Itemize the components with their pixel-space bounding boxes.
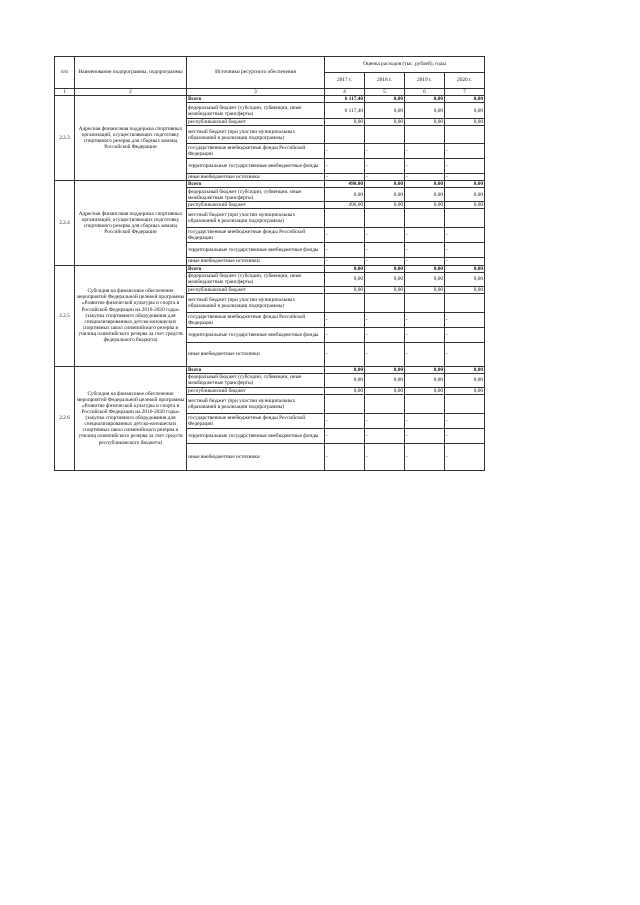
amount-cell: - <box>325 228 365 243</box>
amount-cell: - <box>445 312 485 327</box>
amount-cell <box>445 209 485 228</box>
amount-cell: 0,00 <box>405 119 445 126</box>
funding-source: федеральный бюджет (субсидии, субвенции, иные межбюджетные трансферты) <box>187 188 325 202</box>
amount-cell: 6 117,40 <box>325 96 365 103</box>
amount-cell: 0,00 <box>405 188 445 202</box>
budget-table <box>54 56 485 471</box>
amount-cell: - <box>445 174 485 181</box>
amount-cell: - <box>365 228 405 243</box>
amount-cell <box>405 293 445 312</box>
col-number: 6 <box>405 89 445 96</box>
header-year: 2020 г. <box>445 73 485 89</box>
amount-cell: - <box>405 228 445 243</box>
amount-cell: 0,00 <box>445 272 485 286</box>
amount-cell: - <box>445 342 485 366</box>
funding-source: территориальные государственные внебюджетные фонды <box>187 159 325 174</box>
funding-source: территориальные государственные внебюджетные фонды <box>187 243 325 258</box>
amount-cell: - <box>405 342 445 366</box>
amount-cell: - <box>445 258 485 265</box>
amount-cell: 0,00 <box>445 103 485 119</box>
amount-cell: 0,00 <box>365 286 405 293</box>
funding-source: местный бюджет (при участии муниципальных образований в реализации подпрограммы) <box>187 293 325 312</box>
amount-cell: 0,00 <box>405 265 445 272</box>
amount-cell: - <box>405 428 445 443</box>
amount-cell: 0,00 <box>445 265 485 272</box>
col-number: 7 <box>445 89 485 96</box>
amount-cell: - <box>365 443 405 470</box>
item-number: 2.2.6 <box>55 366 75 470</box>
amount-cell: 0,00 <box>405 181 445 188</box>
amount-cell: 0,00 <box>405 373 445 387</box>
amount-cell: 0,00 <box>405 272 445 286</box>
amount-cell: 0,00 <box>365 202 405 209</box>
funding-source: территориальные государственные внебюджетные фонды <box>187 327 325 342</box>
amount-cell <box>445 394 485 413</box>
amount-cell: 0,00 <box>325 373 365 387</box>
funding-source: Всего <box>187 265 325 272</box>
item-number: 2.2.3 <box>55 96 75 181</box>
funding-source: иные внебюджетные источники <box>187 443 325 470</box>
amount-cell: - <box>405 327 445 342</box>
amount-cell: 0,00 <box>445 119 485 126</box>
funding-source: Всего <box>187 181 325 188</box>
amount-cell: - <box>445 228 485 243</box>
amount-cell: - <box>365 428 405 443</box>
funding-source: государственные внебюджетные фонды Российской Федерации <box>187 228 325 243</box>
amount-cell <box>405 394 445 413</box>
amount-cell <box>405 126 445 144</box>
amount-cell: 0,00 <box>445 286 485 293</box>
amount-cell: - <box>365 312 405 327</box>
amount-cell: 0,00 <box>325 387 365 394</box>
amount-cell: 0,00 <box>445 373 485 387</box>
funding-source: государственные внебюджетные фонды Российской Федерации <box>187 144 325 159</box>
amount-cell: 0,00 <box>365 265 405 272</box>
amount-cell: - <box>325 443 365 470</box>
amount-cell: - <box>365 342 405 366</box>
amount-cell: - <box>325 258 365 265</box>
col-number: 2 <box>75 89 187 96</box>
item-number: 2.2.4 <box>55 181 75 265</box>
amount-cell: - <box>325 243 365 258</box>
amount-cell: - <box>365 243 405 258</box>
amount-cell <box>445 293 485 312</box>
amount-cell: - <box>445 327 485 342</box>
amount-cell: 0,00 <box>445 366 485 373</box>
amount-cell: - <box>325 327 365 342</box>
amount-cell: 0,00 <box>365 96 405 103</box>
amount-cell: - <box>325 342 365 366</box>
amount-cell: 0,00 <box>365 272 405 286</box>
amount-cell: 0,00 <box>325 366 365 373</box>
amount-cell: 0,00 <box>445 202 485 209</box>
amount-cell: 6 117,40 <box>325 103 365 119</box>
funding-source: государственные внебюджетные фонды Российской Федерации <box>187 413 325 428</box>
funding-source: местный бюджет (при участии муниципальных образований в реализации подпрограммы) <box>187 394 325 413</box>
amount-cell: 0,00 <box>325 188 365 202</box>
amount-cell: 0,00 <box>445 387 485 394</box>
funding-source: федеральный бюджет (субсидии, субвенции, иные межбюджетные трансферты) <box>187 103 325 119</box>
amount-cell: - <box>445 159 485 174</box>
funding-source: иные внебюджетные источники <box>187 342 325 366</box>
amount-cell <box>325 209 365 228</box>
amount-cell: 0,00 <box>365 103 405 119</box>
funding-source: федеральный бюджет (субсидии, субвенции, иные межбюджетные трансферты) <box>187 272 325 286</box>
item-number: 2.2.5 <box>55 265 75 366</box>
amount-cell: - <box>405 312 445 327</box>
amount-cell <box>325 293 365 312</box>
amount-cell: 0,00 <box>405 103 445 119</box>
header-estimate: Оценка расходов (тыс. рублей), годы <box>325 57 485 73</box>
amount-cell: - <box>405 174 445 181</box>
amount-cell: - <box>365 174 405 181</box>
funding-source: государственные внебюджетные фонды Российской Федерации <box>187 312 325 327</box>
amount-cell: 0,00 <box>365 119 405 126</box>
amount-cell: 0,00 <box>365 366 405 373</box>
amount-cell: - <box>365 327 405 342</box>
amount-cell: 0,00 <box>405 387 445 394</box>
amount-cell: 0,00 <box>365 373 405 387</box>
amount-cell: - <box>325 312 365 327</box>
amount-cell <box>365 209 405 228</box>
table-row <box>55 181 485 188</box>
amount-cell: 0,00 <box>325 286 365 293</box>
amount-cell: - <box>445 428 485 443</box>
amount-cell: - <box>365 144 405 159</box>
table-row <box>55 366 485 373</box>
amount-cell <box>325 394 365 413</box>
amount-cell: - <box>445 144 485 159</box>
item-name: Адресная финансовая поддержка спортивных организаций, осуществляющих подготовку спортивного резерва для сборных команд Российской Федерации <box>75 96 187 181</box>
amount-cell: 0,00 <box>365 188 405 202</box>
funding-source: Всего <box>187 366 325 373</box>
amount-cell: - <box>365 413 405 428</box>
funding-source: местный бюджет (при участии муниципальных образований в реализации подпрограммы) <box>187 126 325 144</box>
amount-cell: - <box>325 144 365 159</box>
amount-cell: - <box>405 144 445 159</box>
header-source: Источники ресурсного обеспечения <box>187 57 325 89</box>
funding-source: местный бюджет (при участии муниципальных образований в реализации подпрограммы) <box>187 209 325 228</box>
amount-cell: - <box>325 413 365 428</box>
amount-cell: 0,00 <box>325 265 365 272</box>
amount-cell: - <box>445 443 485 470</box>
funding-source: территориальные государственные внебюджетные фонды <box>187 428 325 443</box>
amount-cell: - <box>325 159 365 174</box>
amount-cell: - <box>405 443 445 470</box>
amount-cell <box>325 126 365 144</box>
funding-source: республиканский бюджет <box>187 286 325 293</box>
funding-source: республиканский бюджет <box>187 202 325 209</box>
funding-source: республиканский бюджет <box>187 387 325 394</box>
amount-cell: - <box>445 243 485 258</box>
amount-cell: 0,00 <box>445 96 485 103</box>
col-number: 4 <box>325 89 365 96</box>
col-number: 3 <box>187 89 325 96</box>
header-num: п/п <box>55 57 75 89</box>
table-row <box>55 265 485 272</box>
amount-cell: - <box>405 258 445 265</box>
amount-cell: - <box>325 428 365 443</box>
amount-cell: - <box>365 159 405 174</box>
amount-cell <box>445 126 485 144</box>
item-name: Субсидия на финансовое обеспечение мероприятий Федеральной целевой программы «Развитие физической культуры и спорта в Российской Федерации на 2016-2020 годы» (закупка спортивного оборудования для специализированных детско-юношеских спортивных школ олимпийского резерва и училищ олимпийского резерва за счет средств федерального бюджета) <box>75 265 187 366</box>
amount-cell: - <box>405 413 445 428</box>
funding-source: республиканский бюджет <box>187 119 325 126</box>
amount-cell: 490,00 <box>325 181 365 188</box>
amount-cell: - <box>325 174 365 181</box>
amount-cell <box>365 126 405 144</box>
funding-source: федеральный бюджет (субсидии, субвенции, иные межбюджетные трансферты) <box>187 373 325 387</box>
amount-cell: 0,00 <box>365 181 405 188</box>
amount-cell: - <box>405 159 445 174</box>
amount-cell: 0,00 <box>325 119 365 126</box>
header-year: 2019 г. <box>405 73 445 89</box>
amount-cell: 0,00 <box>405 286 445 293</box>
header-year: 2018 г. <box>365 73 405 89</box>
amount-cell <box>365 293 405 312</box>
amount-cell: 0,00 <box>365 387 405 394</box>
funding-source: иные внебюджетные источники <box>187 174 325 181</box>
header-year: 2017 г. <box>325 73 365 89</box>
amount-cell: 0,00 <box>405 202 445 209</box>
item-name: Субсидия на финансовое обеспечение мероприятий Федеральной целевой программы «Развитие физической культуры и спорта в Российской Федерации на 2016-2020 годы» (закупка спортивного оборудования для специализированных детско-юношеских спортивных школ олимпийского резерва и училищ олимпийского резерва за счет средств республиканского бюджета) <box>75 366 187 470</box>
amount-cell: - <box>445 413 485 428</box>
amount-cell: 0,00 <box>405 96 445 103</box>
item-name: Адресная финансовая поддержка спортивных организаций, осуществляющих подготовку спортивного резерва для сборных команд Российской Федерации <box>75 181 187 265</box>
col-number: 5 <box>365 89 405 96</box>
col-number: 1 <box>55 89 75 96</box>
table-row <box>55 96 485 103</box>
amount-cell <box>365 394 405 413</box>
amount-cell: 0,00 <box>445 188 485 202</box>
amount-cell: 0,00 <box>445 181 485 188</box>
amount-cell: 0,00 <box>405 366 445 373</box>
funding-source: Всего <box>187 96 325 103</box>
amount-cell: - <box>365 258 405 265</box>
funding-source: иные внебюджетные источники <box>187 258 325 265</box>
amount-cell: - <box>405 243 445 258</box>
amount-cell: 0,00 <box>325 272 365 286</box>
amount-cell <box>405 209 445 228</box>
amount-cell: 490,00 <box>325 202 365 209</box>
header-name: Наименование подпрограммы, подпрограммы <box>75 57 187 89</box>
